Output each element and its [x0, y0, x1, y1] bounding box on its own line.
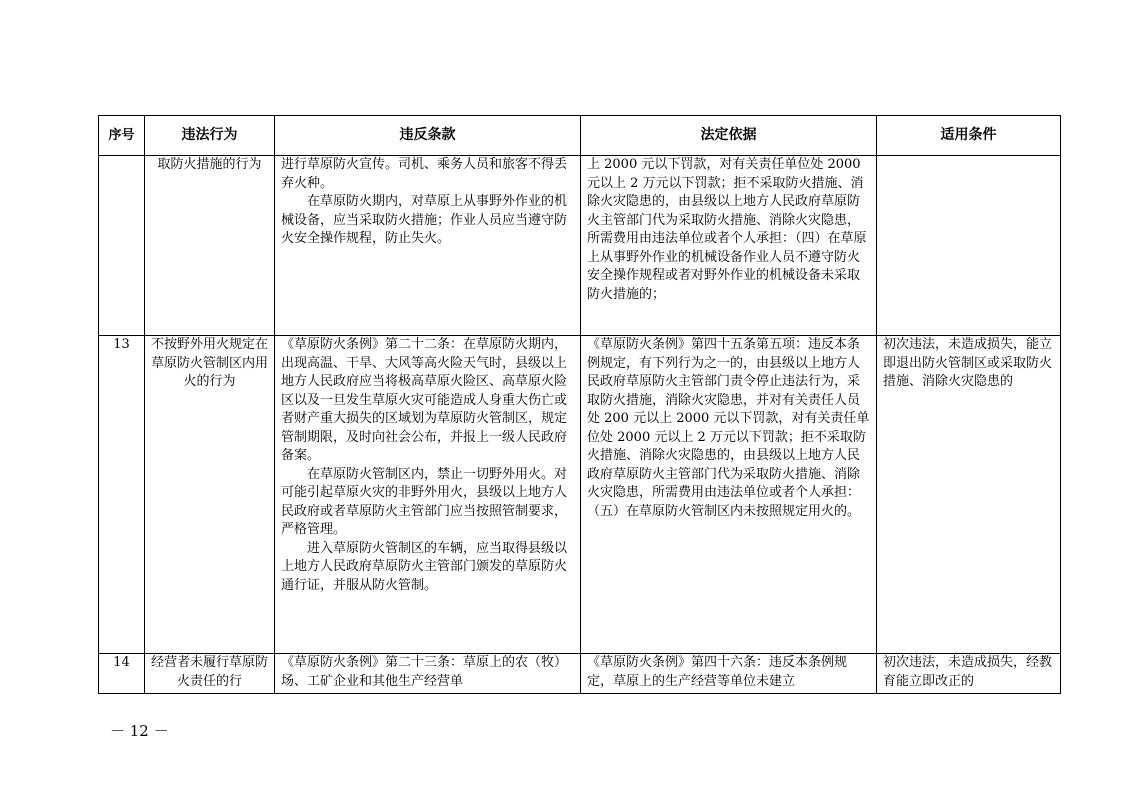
header-violate: 违反条款 — [275, 116, 581, 156]
row-violate — [275, 654, 581, 694]
row-violate — [275, 336, 581, 654]
header-cond: 适用条件 — [877, 116, 1061, 156]
row-seq: 13 — [99, 336, 145, 654]
penalty-table — [98, 115, 1061, 694]
row-cond: 初次违法，未造成损失，能立即退出防火管制区或采取防火措施、消除火灾隐患的 — [877, 336, 1061, 654]
table-row — [99, 156, 1061, 336]
violate-paragraph: 进入草原防火管制区的车辆，应当取得县级以上地方人民政府草原防火主管部门颁发的草原防火通行证，并服从防火管制。 — [281, 540, 568, 593]
row-basis: 《草原防火条例》第四十六条：违反本条例规定，草原上的生产经营等单位未建立 — [581, 654, 877, 694]
row-violate — [275, 156, 581, 336]
violate-paragraph: 《草原防火条例》第二十三条：草原上的农（牧）场、工矿企业和其他生产经营单 — [281, 655, 568, 689]
row-seq: 14 — [99, 654, 145, 694]
violate-paragraph: 《草原防火条例》第二十二条：在草原防火期内，出现高温、干旱、大风等高火险天气时，县级以上地方人民政府应当将极高草原火险区、高草原火险区以及一旦发生草原火灾可能造成人身重大伤亡或者财产重大损失的区域划为草原防火管制区，规定管制期限，及时向社会公布，并报上一级人民政府备案。 — [281, 337, 568, 463]
header-seq: 序号 — [99, 116, 145, 156]
row-basis: 《草原防火条例》第四十五条第五项：违反本条例规定，有下列行为之一的，由县级以上地方人民政府草原防火主管部门责令停止违法行为，采取防火措施，消除火灾隐患，并对有关责任人员处 200 元以上 2000 元以下罚款，对有关责任单位处 2000 元以上 2 万元以下罚款；拒不采取防火措施、消除火灾隐患的，由县级以上地方人民政府草原防火主管部门代为采取防火措施、消除火灾隐患，所需费用由违法单位或者个人承担：（五）在草原防火管制区内未按照规定用火的。 — [581, 336, 877, 654]
table-header-row — [99, 116, 1061, 156]
row-cond: 初次违法，未造成损失，经教育能立即改正的 — [877, 654, 1061, 694]
row-seq — [99, 156, 145, 336]
page-number: － 12 － — [110, 722, 169, 740]
row-act: 经营者未履行草原防火责任的行 — [145, 654, 275, 694]
row-cond — [877, 156, 1061, 336]
row-basis: 上 2000 元以下罚款，对有关责任单位处 2000 元以上 2 万元以下罚款；拒不采取防火措施、消除火灾隐患的，由县级以上地方人民政府草原防火主管部门代为采取防火措施、消除火灾隐患，所需费用由违法单位或者个人承担：（四）在草原上从事野外作业的机械设备作业人员不遵守防火安全操作规程或者对野外作业的机械设备未采取防火措施的； — [581, 156, 877, 336]
row-act: 取防火措施的行为 — [145, 156, 275, 336]
table-row — [99, 654, 1061, 694]
violate-paragraph: 在草原防火管制区内，禁止一切野外用火。对可能引起草原火灾的非野外用火，县级以上地方人民政府或者草原防火主管部门应当按照管制要求，严格管理。 — [281, 466, 568, 537]
header-basis: 法定依据 — [581, 116, 877, 156]
header-act: 违法行为 — [145, 116, 275, 156]
violate-paragraph: 在草原防火期内，对草原上从事野外作业的机械设备，应当采取防火措施；作业人员应当遵守防火安全操作规程，防止失火。 — [281, 194, 568, 246]
row-act: 不按野外用火规定在草原防火管制区内用火的行为 — [145, 336, 275, 654]
table-row — [99, 336, 1061, 654]
violate-paragraph: 进行草原防火宣传。司机、乘务人员和旅客不得丢弃火种。 — [281, 157, 568, 191]
